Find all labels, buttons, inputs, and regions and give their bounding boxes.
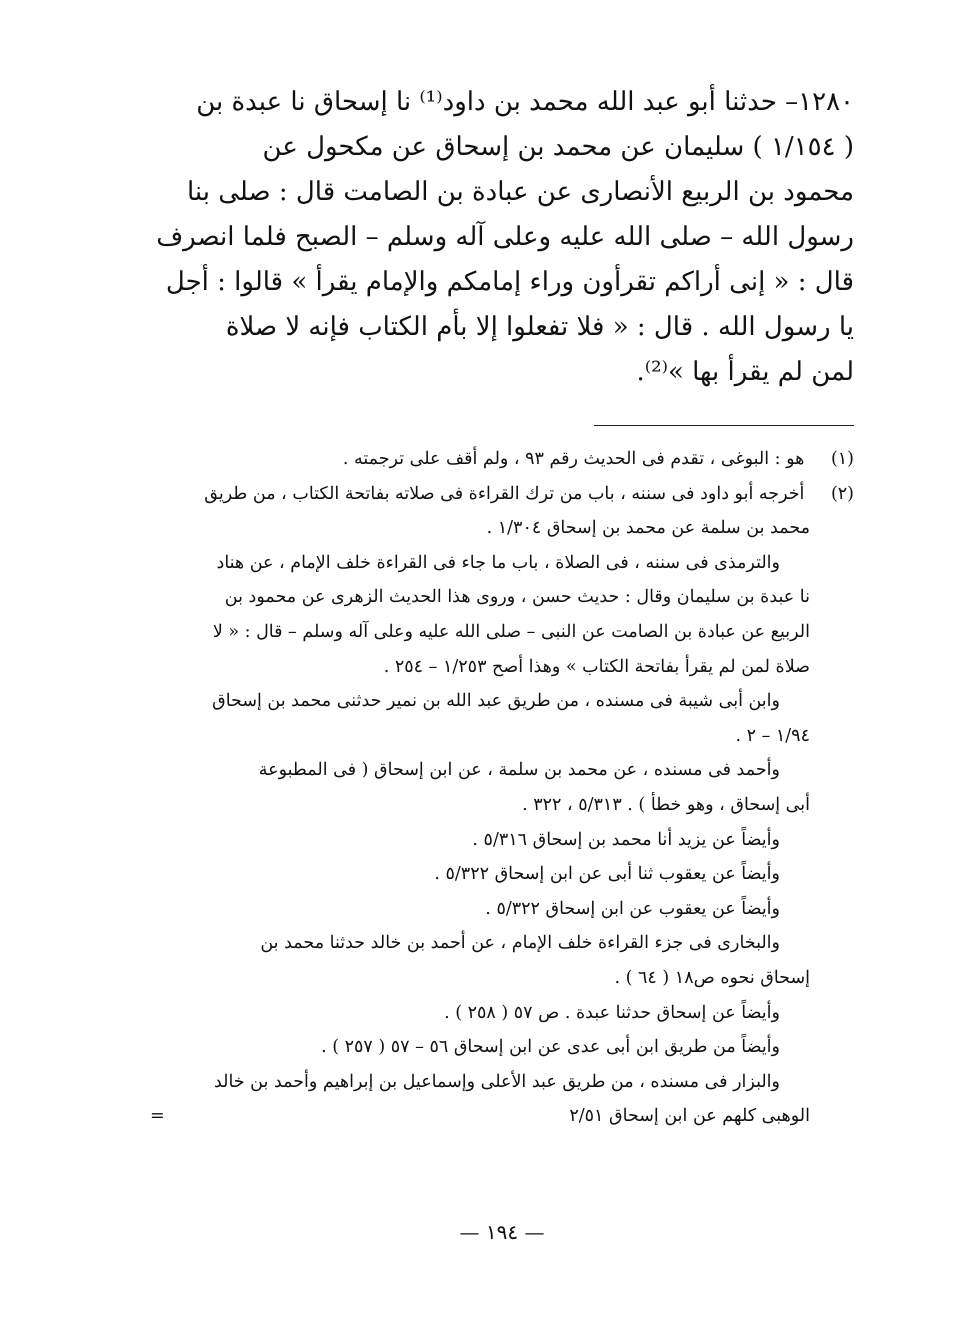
footnote-last-line bbox=[150, 1099, 854, 1134]
hadith-line: قال : « إنى أراكم تقرأون وراء إمامكم والإمام يقرأ » قالوا : أجل bbox=[165, 267, 854, 297]
footnote-line: والترمذى فى سننه ، فى الصلاة ، باب ما جاء فى القراءة خلف الإمام ، عن هناد bbox=[216, 552, 780, 573]
hadith-line: ( ١/١٥٤ ) سليمان عن محمد بن إسحاق عن مكحول عن bbox=[262, 132, 854, 162]
footnote-line: وأيضاً عن يعقوب عن ابن إسحاق ٥/٣٢٢ . bbox=[485, 898, 780, 919]
footnote-text: هو : البوغى ، تقدم فى الحديث رقم ٩٣ ، ولم أقف على ترجمته . bbox=[342, 449, 805, 469]
footnote-line: صلاة لمن لم يقرأ بفاتحة الكتاب » وهذا أصح ١/٢٥٣ – ٢٥٤ . bbox=[383, 656, 810, 677]
footnote-line: وأيضاً عن يعقوب ثنا أبى عن ابن إسحاق ٥/٣٢٢ . bbox=[434, 864, 780, 885]
footnote-line: أبى إسحاق ، وهو خطأ ) . ٥/٣١٣ ، ٣٢٢ . bbox=[522, 794, 810, 815]
footnote-line: والبخارى فى جزء القراءة خلف الإمام ، عن أحمد بن خالد حدثنا محمد بن bbox=[260, 933, 780, 954]
continuation-mark: = bbox=[150, 1106, 165, 1127]
footnote-line: وأيضاً عن إسحاق حدثنا عبدة . ص ٥٧ ( ٢٥٨ ) . bbox=[444, 1002, 780, 1023]
footnote-text: الوهبى كلهم عن ابن إسحاق ٢/٥١ bbox=[569, 1106, 810, 1127]
footnote-text: أخرجه أبو داود فى سننه ، باب من ترك القراءة فى صلاته بفاتحة الكتاب ، من طريق bbox=[204, 483, 805, 504]
hadith-line: يا رسول الله . قال : « فلا تفعلوا إلا بأم الكتاب فإنه لا صلاة bbox=[225, 312, 854, 342]
document-page bbox=[150, 70, 854, 1290]
footnote-number: (٢) bbox=[830, 483, 854, 504]
footnote-line: إسحاق نحوه ص١٨ ( ٦٤ ) . bbox=[614, 967, 810, 988]
hadith-line: محمود بن الربيع الأنصارى عن عبادة بن الصامت قال : صلى بنا bbox=[186, 177, 854, 207]
footnote-line: وأيضاً من طريق ابن أبى عدى عن ابن إسحاق ٥٦ – ٥٧ ( ٢٥٧ ) . bbox=[321, 1037, 780, 1058]
hadith-text bbox=[150, 80, 854, 395]
footnote-2 bbox=[150, 477, 854, 512]
footnote-line: الربيع عن عبادة بن الصامت عن النبى – صلى الله عليه وعلى آله وسلم – قال : « لا bbox=[212, 621, 810, 642]
footnote-line: وأيضاً عن يزيد أنا محمد بن إسحاق ٥/٣١٦ . bbox=[472, 829, 780, 850]
footnote-number: (١) bbox=[830, 449, 854, 469]
footnote-line: محمد بن سلمة عن محمد بن إسحاق ١/٣٠٤ . bbox=[486, 518, 810, 539]
footnote-line: نا عبدة بن سليمان وقال : حديث حسن ، وروى هذا الحديث الزهرى عن محمود بن bbox=[224, 587, 810, 608]
footnote-divider bbox=[594, 425, 854, 426]
hadith-line: ١٢٨٠– حدثنا أبو عبد الله محمد بن داود⁽¹⁾ نا إسحاق نا عبدة بن bbox=[196, 87, 854, 117]
hadith-line: رسول الله – صلى الله عليه وعلى آله وسلم – الصبح فلما انصرف bbox=[156, 222, 854, 252]
footnote-line: وأحمد فى مسنده ، عن محمد بن سلمة ، عن ابن إسحاق ( فى المطبوعة bbox=[258, 760, 780, 781]
page-number: — ١٩٤ — bbox=[459, 1220, 545, 1244]
footnote-line: والبزار فى مسنده ، من طريق عبد الأعلى وإسماعيل بن إبراهيم وأحمد بن خالد bbox=[213, 1071, 780, 1092]
hadith-line: لمن لم يقرأ بها »⁽²⁾. bbox=[636, 357, 854, 387]
footnotes bbox=[150, 442, 854, 1134]
footnote-1 bbox=[150, 442, 854, 477]
footnote-line: ١/٩٤ – ٢ . bbox=[735, 725, 810, 746]
footnote-line: وابن أبى شيبة فى مسنده ، من طريق عبد الله بن نمير حدثنى محمد بن إسحاق bbox=[212, 691, 780, 712]
